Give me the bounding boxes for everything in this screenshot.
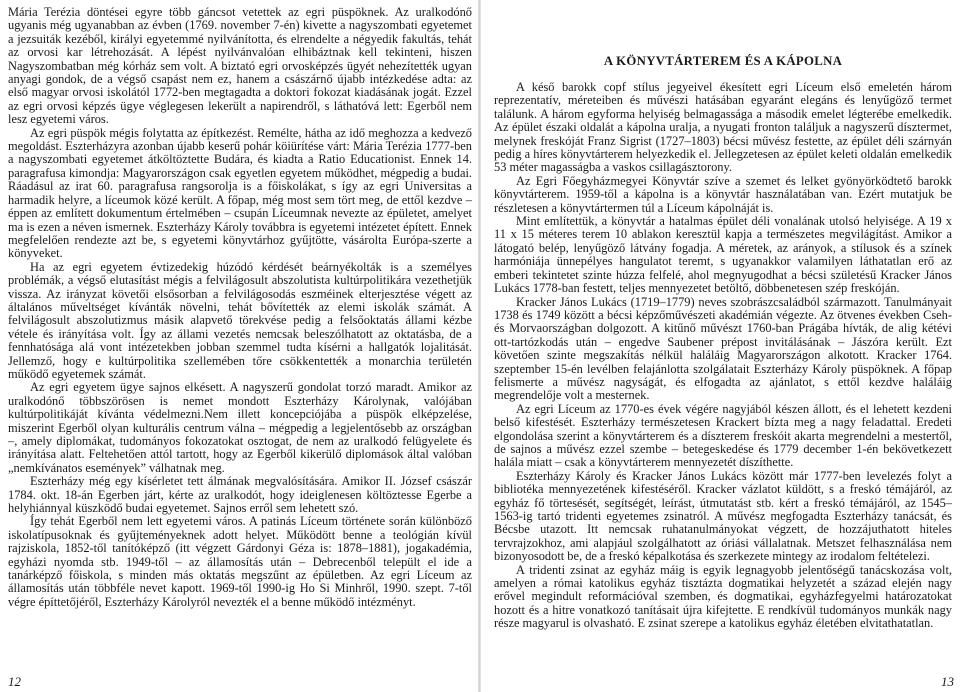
- left-page-text: [8, 6, 472, 609]
- right-page-text: [494, 81, 952, 631]
- paragraph: Az egri egyetem ügye sajnos elkésett. A nagyszerű gondolat torzó maradt. Amikor az uralkodónő többszörösen is nemet mondott Eszterházy Károlynak, valójában kultúrpolitikáját kívánta védelmezni.Nem illett koncepciójába a püspök elképzelése, miszerint Egerből olyan kulturális centrum válna – mégpedig a legjelentősebb az országban –, amely diplomákat, tudományos fokozatokat osztogat, de nem az uralkodó felügyelete és irányítása alatt. Feltehetően attól tartott, hogy az Egerből kikerülő diplomások által valóban „nemkívánatos események” válhatnak meg.: [8, 380, 472, 475]
- paragraph: Mária Terézia döntései egyre több gáncsot vetettek az egri püspöknek. Az uralkodónő ugyanis még ugyanabban az évben (1769. november 7-én) kivette a nagyszombati egyetemet a jezsuiták kezéből, királyi egyetemmé nyilvánította, és elrendelte a négyedik fakultás, tehát az orvosi kar létrehozását. A lépést nyilvánvalóan elhibáztnak kell tekinteni, hiszen Nagyszombatban még kórház sem volt. A biztató egri orvosképzés ügyét nehezítették ugyan anyagi gondok, de a végső csapást nem ez, hanem a császárnő újabb intézkedése adta: az első magyar orvosi iskolától 1772-ben megtagadta a doktori fokozat kiadásának jogát. Ezzel az egri orvosi képzés ügye véglegesen lekerült a napirendről, s láthatóvá lett: Egerből nem lesz egyetemi város.: [8, 5, 472, 127]
- paragraph: Ha az egri egyetem évtizedekig húzódó kérdését beárnyékolták is a személyes problémák, a végső elutasítást mégis a felvilágosult abszolutista kultúrpolitikára vezethetjük vissza. Az irányzat követői elsősorban a felvilágosodás eszméinek elterjesztése végett az általános műveltséget kívánták növelni, tehát bővítették az elemi iskolák számát. A felvilágosult abszolutizmus másik alapvető törekvése pedig a felsőoktatás állami kézbe vétele és irányítása volt. Így az állami vezetés nemcsak beleszólhatott az oktatásba, de a fennhatósága alá vont intézetekben jobban szemmel tudta kísérni a hallgatók lojalitását. Jellemző, hogy e kultúrpolitika szellemében tőre csökkentették a monarchia területén működő egyetemek számát.: [8, 259, 472, 381]
- paragraph: Kracker János Lukács (1719–1779) neves szobrászcsaládból származott. Tanulmányait 1738 és 1749 között a bécsi képzőművészeti akadémián végezte. Az ötvenes években Cseh- és Morvaországban dolgozott. A kitűnő művészt 1760-ban Prágába hívták, de alig kétévi ott-tartózkodás után – engedve Saubener prépost invitálásának – Jászóra került. Ezt követően szinte megszakítás nélkül haláláig Magyarországon alkotott. Kracker 1764. szeptember 15-én levélben felajánlotta szolgálatait Eszterházy Károly püspöknek. A főpap felismerte a művész nagyságát, és elfogadta az ajánlatot, s ettől kezdve haláláig megrendelője volt a mesternek.: [494, 294, 952, 403]
- paragraph: A késő barokk copf stílus jegyeivel ékesített egri Líceum első emeletén három reprezentatív, méreteiben és művészi hatásában egyaránt elegáns és lenyűgöző termet találunk. A három egyforma helyiség belmagassága a második emelet légterébe emelkedik. Az épület északi oldalát a kápolna uralja, a nyugati fronton találjuk a nagyszerű dísztermet, melynek freskóját Franz Sigrist (1727–1803) bécsi művész festette, az épület déli szárnyán pedig a híres könyvtárterem helyezkedik el. Jellegzetesen az épület keleti oldalán emelkedik 53 méter magasságba a vaskos csillagásztorony.: [494, 80, 952, 175]
- right-page: [480, 0, 960, 692]
- paragraph: Eszterházy még egy kísérletet tett álmának megvalósítására. Amikor II. József császár 1784. okt. 18-án Egerben járt, kérte az uralkodót, hogy ideiglenesen költöztesse Egerbe a helyhiánnyal küszködő budai egyetemet. Sajnos erről sem lehetett szó.: [8, 474, 472, 516]
- paragraph: A tridenti zsinat az egyház máig is egyik legnagyobb jelentőségű tanácskozása volt, amelyen a római katolikus egyház tisztázta dogmatikai helyzetét a század elején nagy erővel megindult reformációval szemben, és dogmatikai, egyházfegyelmi határozatokat hozott és a hitre vonatkozó tanításait újra kifejtette. E rendkívül tudományos munkák nagy része magyarul is olvasható. E zsinat szerepe a katolikus egyház életében elvitathatatlan.: [494, 562, 952, 631]
- paragraph: Az Egri Főegyházmegyei Könyvtár szíve a szemet és lelket gyönyörködtető barokk könyvtárterem. 1959-től a kápolna is a könyvtár használatában van. Ezért mutatjuk be részletesen a könyvtártermen túl a Líceum kápolnáját is.: [494, 173, 952, 215]
- page-number-right: 13: [941, 674, 954, 689]
- paragraph: Eszterházy Károly és Kracker János Lukács között már 1777-ben levelezés folyt a bibliotéka mennyezetének kifestéséről. Kracker vázlatot küldött, s a freskó témájáról, az egyház fő törtesését, segítségét, leírást, útmutatást stb. kért a freskó témájáról, az 1545–1563-ig tartó tridenti egyetemes zsinatról. A művész megfogadta Eszterházy tanácsát, és Bécsbe utazott. Itt nemcsak ruhatanulmányokat végzett, de hozzájuthatott hiteles tervrajzokhoz, ami alapjául szolgálhatott az óriási vállalatnak. Metszet felhasználása nem bizonyosodott be, de a freskó képalkotása és szerkezete mintegy az irodalom feltételezi.: [494, 468, 952, 564]
- page-number-left: 12: [8, 674, 21, 689]
- paragraph: Mint említettük, a könyvtár a hatalmas épület déli vonalának utolsó helyisége. A 19 x 11 x 15 méteres terem 10 ablakon keresztül kapja a természetes megvilágítást. Amikor a látogató belép, lenyűgöző látvány fogadja. A méretek, az arányok, a stílusok és a színek harmóniája ünnepélyes hangulatot teremt, s ugyanakkor valamilyen láthatatlan erő az emberi tekintetet szinte húzza felfelé, ahol megnyugodhat a bécsi születésű Kracker János Lukács 1778-ban festett, teljes mennyezetet betöltő, döbbenetesen szép freskóján.: [494, 214, 952, 296]
- chapter-title: A KÖNYVTÁRTEREM ÉS A KÁPOLNA: [603, 54, 843, 68]
- paragraph: Az egri Líceum az 1770-es évek végére nagyjából készen állott, és el lehetett kezdeni belső kifestését. Eszterházy természetesen Krackert bízta meg a nagy feladattal. Eredeti elgondolása szerint a könyvtárterem és a díszterem freskóit akarta megrendelni a mestertől, de sajnos a művész ezzel szembe – betegeskedése és 1779 december 1-én bekövetkezett halála miatt – csak a könyvtárterem mennyezetét díszíthette.: [494, 401, 952, 470]
- paragraph: Így tehát Egerből nem lett egyetemi város. A patinás Líceum története során különböző iskolatípusoknak és gyűjteményeknek adott helyet. Működött benne a teológián kívül rajziskola, 1852-től tanítóképző (itt végzett Gárdonyi Géza is: 1878–1881), jogakadémia, egyházi nyomda stb. 1949-től – az államosítás után – Debrecenből települt el ide a tanárképző főiskola, s minden más oktatás megszűnt az épületben. Az egri Líceum az államosítás után többféle nevet kapott. 1969-től 1990-ig Ho Si Minhről, 1990. szept. 7-től végre építtetőjéről, Eszterházy Károlyról nevezték el a benne működő intézményt.: [8, 514, 472, 609]
- paragraph: Az egri püspök mégis folytatta az építkezést. Remélte, hátha az idő meghozza a kedvező megoldást. Eszterházyra azonban újabb keserű pohár köiürítése várt: Mária Terézia 1777-ben a nagyszombati egyetemet átköltöztette Budára, és kiadta a Ratio Educationist. Ennek 14. paragrafusa kimondja: Magyarországon csak egyetlen egyetem működhet, mégpedig a budai. Ráadásul az irat 60. paragrafusa rangsorolja is a főiskolákat, s így az egri Universitas a harmadik helyre, a líceumok közé került. A főpap, még most sem tört meg, de ettől kezdve – éppen az említett dokumentum értelmében – csupán Líceumnak nevezte az épületet, amelyet ma is ezen a néven ismernek. Eszterházy Károly továbbra is egyetemi intézetet épített. Ennek megfelelően rendezte azt be, s egyetemi könyvtárhoz gyűjtötte, vásárolta Európa-szerte a könyveket.: [8, 125, 472, 261]
